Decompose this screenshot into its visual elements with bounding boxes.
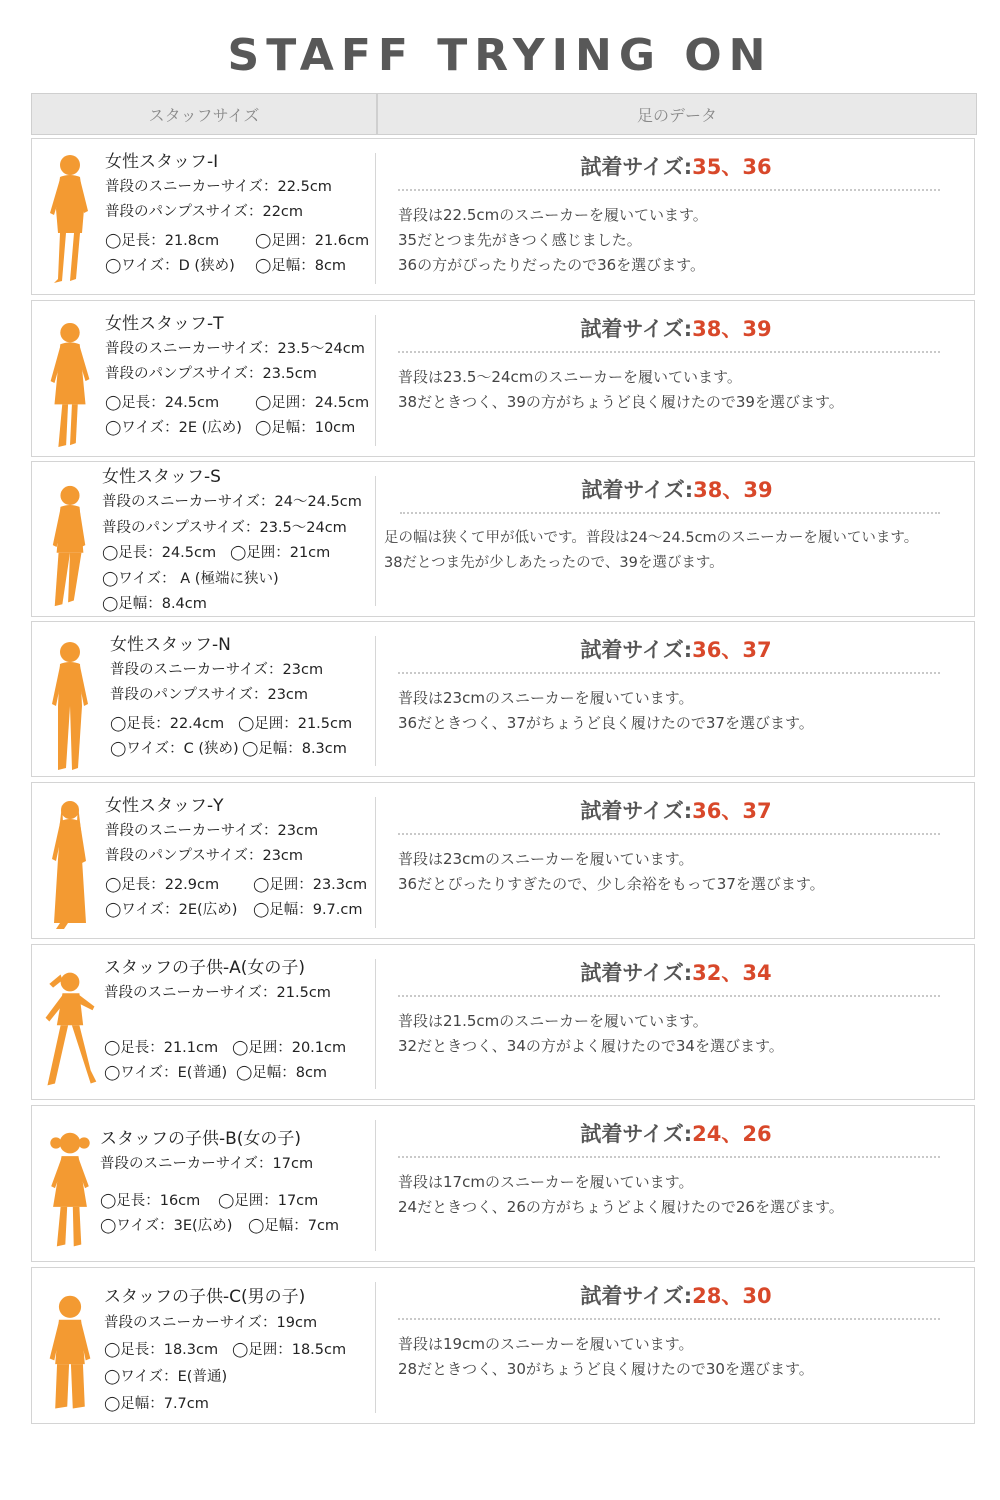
page-title: STAFF TRYING ON	[227, 30, 773, 81]
staff-info	[104, 1284, 376, 1418]
foot-length: ◯足長：16cm	[100, 1193, 201, 1209]
comment-line: 普段は19cmのスニーカーを履いています。	[398, 1335, 694, 1353]
comment-line: 普段は23cmのスニーカーを履いています。	[398, 850, 694, 868]
dotted-divider	[398, 672, 940, 674]
staff-row-y	[31, 782, 975, 939]
foot-wise: ◯ワイズ：C (狭め)	[110, 741, 239, 757]
staff-row-n	[31, 621, 975, 777]
foot-wise: ◯ワイズ：D (狭め)	[105, 258, 235, 274]
comment-line: 38だとつま先が少しあたったので、39を選びます。	[384, 555, 724, 571]
foot-length: ◯足長：22.9cm	[105, 877, 220, 893]
usual-pumps-size: 普段のパンプスサイズ：23.5cm	[105, 366, 317, 382]
dotted-divider	[398, 351, 940, 353]
staff-child-row-a	[31, 944, 975, 1100]
foot-wise: ◯ワイズ：2E(広め)	[105, 902, 238, 918]
comment-line: 32だときつく、34の方がよく履けたので34を選びます。	[398, 1037, 784, 1055]
dotted-divider	[398, 995, 940, 997]
staff-name: スタッフの子供-C(男の子)	[104, 1287, 306, 1307]
dotted-divider	[400, 512, 940, 514]
staff-info	[104, 955, 376, 1086]
trial-size-values: 38、39	[692, 317, 772, 341]
staff-info	[102, 464, 374, 618]
trial-size-label: 試着サイズ:	[580, 799, 693, 823]
usual-pumps-size: 普段のパンプスサイズ：22cm	[105, 204, 304, 220]
comment-line: 普段は21.5cmのスニーカーを履いています。	[398, 1012, 708, 1030]
foot-data	[382, 1118, 970, 1220]
comment-line: 35だとつま先がきつく感じました。	[398, 231, 642, 249]
foot-data	[382, 1280, 970, 1382]
comment-line: 普段は23.5〜24cmのスニーカーを履いています。	[398, 368, 742, 386]
trial-size-values: 36、37	[692, 638, 772, 662]
foot-girth: ◯足囲：23.3cm	[253, 877, 368, 893]
comment-line: 36だときつく、37がちょうど良く履けたので37を選びます。	[398, 714, 814, 732]
foot-width: ◯足幅：8cm	[255, 258, 347, 274]
column-divider	[375, 315, 376, 446]
trial-size	[384, 474, 970, 504]
usual-sneaker-size: 普段のスニーカーサイズ：17cm	[100, 1156, 314, 1172]
comment-line: 24だときつく、26の方がちょうどよく履けたので26を選びます。	[398, 1198, 844, 1216]
woman-silhouette-icon	[40, 797, 100, 933]
staff-name: 女性スタッフ-N	[110, 635, 231, 655]
usual-sneaker-size: 普段のスニーカーサイズ：22.5cm	[105, 179, 332, 195]
trial-size-label: 試着サイズ:	[581, 478, 694, 502]
column-divider	[375, 797, 376, 928]
foot-length: ◯足長：21.8cm	[105, 233, 220, 249]
foot-wise: ◯ワイズ：3E(広め)	[100, 1218, 233, 1234]
comment-line: 普段は22.5cmのスニーカーを履いています。	[398, 206, 708, 224]
girl-silhouette-icon	[40, 1128, 100, 1252]
foot-width: ◯足幅：7.7cm	[104, 1396, 209, 1412]
staff-name: スタッフの子供-A(女の子)	[104, 958, 306, 978]
foot-length: ◯足長：24.5cm	[102, 545, 217, 561]
column-divider	[375, 476, 376, 606]
foot-data	[382, 151, 970, 278]
foot-width: ◯足幅：8cm	[236, 1065, 328, 1081]
trial-size-values: 24、26	[692, 1122, 772, 1146]
foot-girth: ◯足囲：20.1cm	[232, 1040, 347, 1056]
trial-size-label: 試着サイズ:	[580, 317, 693, 341]
staff-info	[110, 632, 382, 762]
trial-size	[382, 634, 970, 664]
staff-name: スタッフの子供-B(女の子)	[100, 1129, 302, 1149]
foot-girth: ◯足囲：18.5cm	[232, 1342, 347, 1358]
foot-length: ◯足長：24.5cm	[105, 395, 220, 411]
usual-sneaker-size: 普段のスニーカーサイズ：19cm	[104, 1315, 318, 1331]
dotted-divider	[398, 1318, 940, 1320]
usual-sneaker-size: 普段のスニーカーサイズ：23.5〜24cm	[105, 341, 365, 357]
comment-line: 38だときつく、39の方がちょうど良く履けたので39を選びます。	[398, 393, 844, 411]
trial-size-label: 試着サイズ:	[580, 638, 693, 662]
trial-size	[382, 151, 970, 181]
foot-wise: ◯ワイズ：E(普通)	[104, 1065, 228, 1081]
header-foot-data: 足のデータ	[636, 105, 717, 125]
foot-wise: ◯ワイズ： A (極端に狭い)	[102, 570, 279, 587]
staff-child-row-c	[31, 1267, 975, 1424]
comment-line: 普段は17cmのスニーカーを履いています。	[398, 1173, 694, 1191]
usual-pumps-size: 普段のパンプスサイズ：23cm	[110, 687, 309, 703]
column-divider	[375, 1120, 376, 1251]
girl-jumping-silhouette-icon	[40, 967, 100, 1091]
usual-sneaker-size: 普段のスニーカーサイズ：24〜24.5cm	[102, 494, 362, 510]
staff-info	[105, 793, 377, 923]
foot-length: ◯足長：22.4cm	[110, 716, 225, 732]
trial-size	[382, 1280, 970, 1310]
woman-silhouette-icon	[40, 321, 100, 449]
trial-size-values: 38、39	[693, 478, 773, 502]
staff-name: 女性スタッフ-T	[105, 314, 224, 334]
table-header	[31, 93, 977, 135]
foot-girth: ◯足囲：21.5cm	[238, 716, 353, 732]
trial-size-values: 32、34	[692, 961, 772, 985]
foot-girth: ◯足囲：17cm	[218, 1193, 319, 1209]
trial-size-label: 試着サイズ:	[580, 1284, 693, 1308]
trial-size-values: 35、36	[692, 155, 772, 179]
usual-sneaker-size: 普段のスニーカーサイズ：21.5cm	[104, 985, 331, 1001]
dotted-divider	[398, 1156, 940, 1158]
column-divider	[375, 1282, 376, 1413]
foot-data	[384, 474, 970, 576]
foot-wise: ◯ワイズ：2E (広め)	[105, 420, 242, 436]
foot-girth: ◯足囲：21cm	[230, 545, 331, 561]
staff-child-row-b	[31, 1105, 975, 1262]
trial-size	[382, 313, 970, 343]
staff-row-s	[31, 461, 975, 617]
foot-data	[382, 795, 970, 897]
woman-silhouette-icon	[40, 484, 100, 610]
column-divider	[375, 153, 376, 284]
staff-info	[105, 311, 377, 441]
staff-row-i	[31, 138, 975, 295]
trial-size	[382, 1118, 970, 1148]
foot-length: ◯足長：21.1cm	[104, 1040, 219, 1056]
header-staff-size: スタッフサイズ	[32, 94, 378, 134]
foot-width: ◯足幅：8.3cm	[242, 741, 347, 757]
comment-line: 36だとぴったりすぎたので、少し余裕をもって37を選びます。	[398, 875, 825, 893]
trial-size-label: 試着サイズ:	[580, 1122, 693, 1146]
usual-pumps-size: 普段のパンプスサイズ：23.5〜24cm	[102, 519, 347, 536]
foot-width: ◯足幅：9.7.cm	[253, 902, 363, 918]
staff-info	[105, 149, 377, 279]
foot-girth: ◯足囲：21.6cm	[255, 233, 370, 249]
comment-line: 36の方がぴったりだったので36を選びます。	[398, 256, 705, 274]
column-divider	[375, 636, 376, 766]
foot-width: ◯足幅：7cm	[248, 1218, 340, 1234]
comment-line: 足の幅は狭くて甲が低いです。普段は24〜24.5cmのスニーカーを履いています。	[384, 530, 919, 546]
foot-length: ◯足長：18.3cm	[104, 1342, 219, 1358]
foot-data	[382, 957, 970, 1059]
trial-size	[382, 795, 970, 825]
boy-silhouette-icon	[40, 1292, 100, 1414]
usual-sneaker-size: 普段のスニーカーサイズ：23cm	[105, 823, 319, 839]
trial-size-label: 試着サイズ:	[580, 961, 693, 985]
staff-name: 女性スタッフ-S	[102, 467, 221, 487]
trial-size-values: 36、37	[692, 799, 772, 823]
staff-name: 女性スタッフ-Y	[105, 796, 224, 816]
dotted-divider	[398, 833, 940, 835]
comment-line: 普段は23cmのスニーカーを履いています。	[398, 689, 694, 707]
woman-silhouette-icon	[40, 153, 100, 285]
foot-wise: ◯ワイズ：E(普通)	[104, 1369, 228, 1385]
foot-data	[382, 634, 970, 736]
trial-size	[382, 957, 970, 987]
staff-row-t	[31, 300, 975, 457]
usual-sneaker-size: 普段のスニーカーサイズ：23cm	[110, 662, 324, 678]
usual-pumps-size: 普段のパンプスサイズ：23cm	[105, 848, 304, 864]
woman-silhouette-icon	[40, 640, 100, 772]
comment-line: 28だときつく、30がちょうど良く履けたので30を選びます。	[398, 1360, 814, 1378]
staff-name: 女性スタッフ-I	[105, 152, 219, 172]
foot-data	[382, 313, 970, 415]
dotted-divider	[398, 189, 940, 191]
foot-width: ◯足幅：10cm	[255, 420, 356, 436]
column-divider	[375, 959, 376, 1089]
trial-size-values: 28、30	[692, 1284, 772, 1308]
staff-info	[100, 1126, 372, 1239]
trial-size-label: 試着サイズ:	[580, 155, 693, 179]
foot-width: ◯足幅：8.4cm	[102, 596, 207, 612]
foot-girth: ◯足囲：24.5cm	[255, 395, 370, 411]
